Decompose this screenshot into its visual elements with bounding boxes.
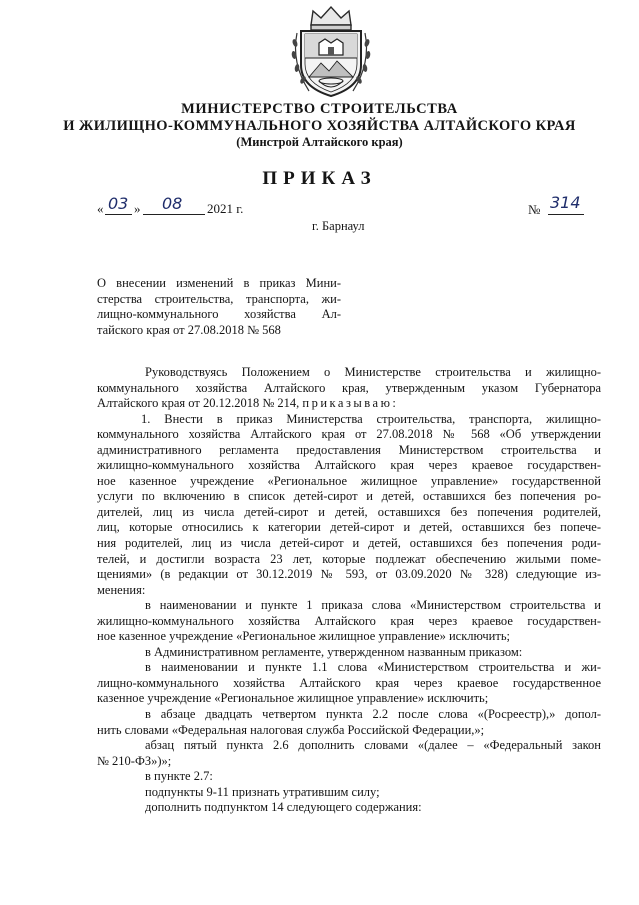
body-line: административного регламента предоставления Министерством строительства и	[97, 442, 601, 457]
subject-line: лищно-коммунального хозяйства Ал-	[97, 307, 341, 322]
date-day-handwritten: 03	[108, 194, 129, 213]
date-month-underline	[143, 214, 205, 215]
body-line: жилищно-коммунального хозяйства Алтайского края через краевое государствен-	[97, 458, 601, 473]
body-line: в абзаце двадцать четвертом пункта 2.2 после слова «(Росреестр),» допол-	[145, 707, 601, 722]
body-line: менения:	[97, 582, 146, 597]
ministry-short-name: (Минстрой Алтайского края)	[236, 135, 403, 149]
body-line: нить словами «Федеральная налоговая служба Российской Федерации,»;	[97, 722, 485, 737]
body-line: Руководствуясь Положением о Министерстве строительства и жилищно-	[145, 365, 601, 379]
order-subject	[97, 276, 341, 338]
body-line: № 210-ФЗ»)»;	[97, 753, 172, 768]
date-open-quote: «	[97, 201, 104, 216]
body-line: в наименовании и пункте 1 приказа слова «Министерством строительства и	[145, 598, 601, 613]
subject-line: стерства строительства, транспорта, жи-	[97, 291, 341, 306]
body-line: телей, и достигли возраста 23 лет, которые подлежат обеспечению жилыми поме-	[97, 551, 601, 566]
order-date	[97, 194, 257, 218]
altai-krai-coat-of-arms-emblem	[289, 3, 373, 99]
ministry-name-line-1: МИНИСТЕРСТВО СТРОИТЕЛЬСТВА	[181, 101, 458, 117]
body-line: в пункте 2.7:	[145, 769, 213, 784]
body-line	[97, 396, 601, 412]
number-sign: №	[528, 202, 541, 217]
date-day-underline	[105, 214, 132, 215]
body-line: лиц, которые относились к категории детей-сирот и детей, оставшихся без попече-	[97, 520, 601, 535]
subject-line: тайского края от 27.08.2018 № 568	[97, 322, 281, 337]
body-line: коммунального хозяйства Алтайского края от 27.08.2018 № 568 «Об утверждении	[97, 427, 601, 442]
body-line: абзац пятый пункта 2.6 дополнить словами «(далее – «Федеральный закон	[145, 738, 601, 753]
body-line: услуги по включению в список детей-сирот и детей, оставшихся без попечения ро-	[97, 489, 601, 504]
order-body	[97, 365, 601, 816]
date-month-handwritten: 08	[162, 194, 183, 213]
order-number-handwritten: 314	[550, 193, 581, 212]
city: г. Барнаул	[312, 219, 365, 233]
date-close-quote: »	[134, 201, 141, 216]
body-line: жилищно-коммунального хозяйства Алтайского края через краевое государствен-	[97, 613, 601, 628]
body-line: ное казенное учреждение «Региональное жилищное управление» государственной	[97, 473, 601, 488]
ministry-name-line-2: И ЖИЛИЩНО-КОММУНАЛЬНОГО ХОЗЯЙСТВА АЛТАЙСКОГО КРАЯ	[63, 118, 576, 134]
body-line: коммунального хозяйства Алтайского края, утвержденным указом Губернатора	[97, 380, 601, 395]
body-line: казенное учреждение «Региональное жилищное управление» исключить;	[97, 691, 489, 706]
body-line: щениями» (в редакции от 30.12.2019 № 593, от 03.09.2020 № 328) следующие из-	[97, 567, 601, 582]
body-line: дителей, лиц из числа детей-сирот и детей, оставшихся без попечения родителей,	[97, 504, 601, 519]
date-year: 2021 г.	[207, 201, 244, 216]
document-title: ПРИКАЗ	[262, 168, 377, 189]
body-line: ное казенное учреждение «Региональное жилищное управление» исключить;	[97, 629, 511, 644]
order-number	[528, 193, 608, 218]
subject-line: О внесении изменений в приказ Мини-	[97, 276, 341, 290]
body-line: дополнить подпунктом 14 следующего содержания:	[145, 800, 422, 815]
body-line: в Административном регламенте, утвержденном названным приказом:	[145, 644, 523, 659]
body-line: 1. Внести в приказ Министерства строительства, транспорта, жилищно-	[141, 411, 601, 426]
body-text: Алтайского края от 20.12.2018 № 214,	[97, 396, 300, 411]
body-line: подпункты 9-11 признать утратившим силу;	[145, 784, 380, 799]
order-directive: приказываю:	[302, 396, 399, 411]
body-line: лищно-коммунального хозяйства Алтайского края через краевое государственное	[97, 675, 601, 690]
number-underline	[548, 214, 584, 215]
body-line: ния родителей, лиц из числа детей-сирот и детей, оставшихся без попечения роди-	[97, 536, 601, 551]
body-line: в наименовании и пункте 1.1 слова «Министерством строительства и жи-	[145, 660, 601, 675]
